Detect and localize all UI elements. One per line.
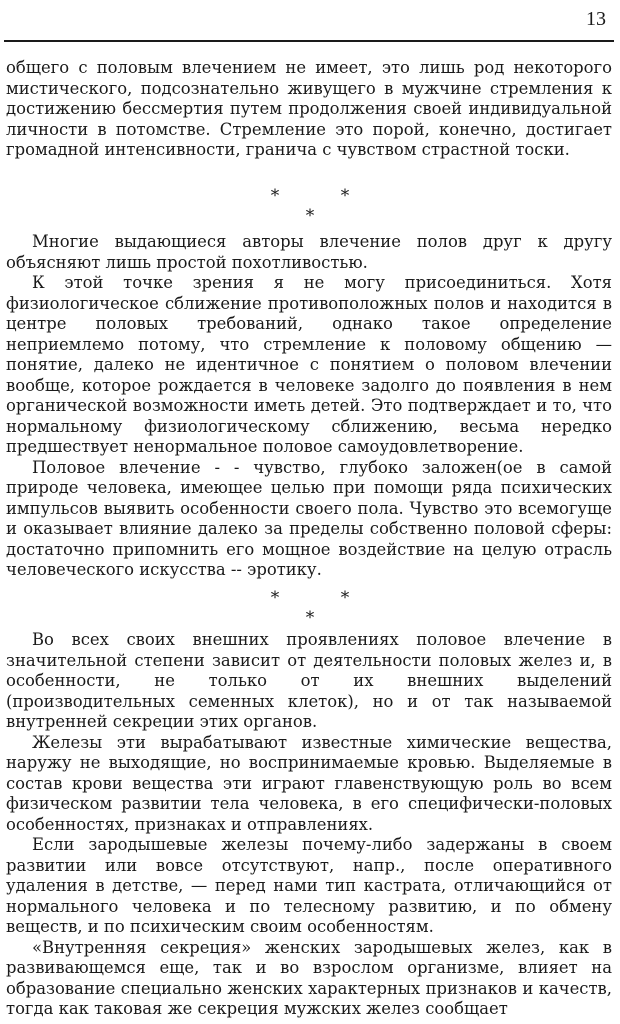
- section-1: [6, 58, 612, 161]
- divider-star: *: [270, 588, 280, 608]
- paragraph: Если зародышевые железы почему-либо задержаны в своем развитии или вовсе отсутствуют, напр., после оперативного удаления в детстве, — перед нами тип кастрата, отличающийся от нормального человека и по телесному развитию, и по обмену веществ, и по психическим своим особенностям.: [6, 835, 612, 936]
- divider-star: *: [340, 186, 350, 206]
- paragraph: «Внутренняя секреция» женских зародышевых желез, как в развивающемся еще, так и во взрослом организме, влияет на образование специально женских характерных признаков и качеств, тогда как таковая же секреция мужских желез сообщает: [6, 937, 612, 1018]
- paragraph: Железы эти вырабатывают известные химические вещества, наружу не выходящие, но воспринимаемые кровью. Выделяемые в состав крови вещества эти играют главенствующую роль во всем физическом развитии тела человека, в его специфически-половых особенностях, признаках и отправлениях.: [6, 732, 612, 834]
- paragraph: общего с половым влечением не имеет, это лишь род некоторого мистического, подсознательно живущего в мужчине стремления к достижению бессмертия путем продолжения своей индивидуальной личности в потомстве. Стремление это порой, конечно, достигает громадной интенсивности, гранича с чувством страстной тоски.: [6, 58, 612, 159]
- section-divider-1: [0, 186, 620, 226]
- paragraph: Во всех своих внешних проявлениях половое влечение в значительной степени зависит от деятельности половых желез и, в особенности, не только от их внешних выделений (производительных семенных клеток), но и от так называемой внутренней секреции этих органов.: [6, 630, 612, 731]
- section-divider-2: [0, 588, 620, 628]
- paragraph: К этой точке зрения я не могу присоединиться. Хотя физиологическое сближение противоположных полов и находится в центре половых требований, однако такое определение неприемлемо потому, что стремление к половому общению — понятие, далеко не идентичное с понятием о половом влечении вообще, которое рождается в человеке задолго до появления в нем органической возможности иметь детей. Это подтверждает и то, что нормальному физиологическому сближению, весьма нередко предшествует ненормальное половое самоудовлетворение.: [6, 273, 612, 456]
- paragraph: Многие выдающиеся авторы влечение полов друг к другу объясняют лишь простой похотливостью.: [6, 232, 612, 272]
- divider-star: *: [340, 588, 350, 608]
- header-rule: [4, 40, 614, 42]
- divider-star: *: [305, 608, 315, 628]
- paragraph: Половое влечение - - чувство, глубоко заложен(ое в самой природе человека, имеющее целью при помощи ряда психических импульсов выявить особенности своего пола. Чувство это всемогуще и оказывает влияние далеко за пределы собственно половой сферы: достаточно припомнить его мощное воздействие на целую отрасль человеческого искусства -- эротику.: [6, 457, 612, 579]
- section-2: [6, 232, 612, 581]
- divider-star: *: [270, 186, 280, 206]
- section-3: [6, 630, 612, 1020]
- page-number: 13: [586, 8, 606, 30]
- divider-star: *: [305, 206, 315, 226]
